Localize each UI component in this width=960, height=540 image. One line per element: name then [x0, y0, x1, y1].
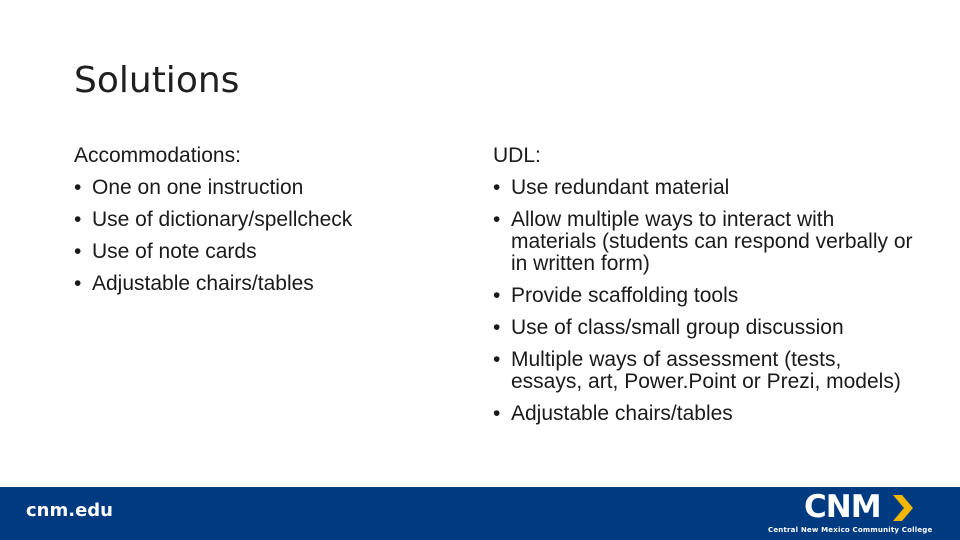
accommodations-column [74, 140, 454, 300]
list-item [74, 204, 454, 236]
bullet-icon: • [74, 240, 82, 263]
bullet-icon: • [493, 402, 501, 425]
list-item [493, 344, 913, 398]
list-item-text: Provide scaffolding tools [511, 284, 739, 307]
bullet-icon: • [74, 176, 82, 199]
cnm-logo [764, 491, 944, 537]
footer-url-link[interactable]: cnm.edu [26, 500, 113, 521]
list-item-text: Multiple ways of assessment (tests, essays, art, Power.Point or Prezi, models) [511, 348, 901, 393]
list-item-text: Use redundant material [511, 176, 730, 199]
list-item-text: Adjustable chairs/tables [92, 272, 314, 295]
list-item-text: One on one instruction [92, 176, 304, 199]
udl-list [493, 172, 913, 430]
bullet-icon: • [493, 348, 501, 371]
list-item-text: Use of class/small group discussion [511, 316, 844, 339]
list-item [74, 268, 454, 300]
logo-tagline: Central New Mexico Community College [768, 526, 933, 534]
list-item-text: Adjustable chairs/tables [511, 402, 733, 425]
list-item-text: Use of dictionary/spellcheck [92, 208, 353, 231]
accommodations-heading: Accommodations: [74, 144, 241, 167]
list-item [493, 204, 913, 280]
list-item [74, 236, 454, 268]
slide-title: Solutions [74, 60, 240, 101]
list-item [493, 312, 913, 344]
logo-chevron-icon [891, 494, 915, 522]
list-item [74, 172, 454, 204]
footer-bar [0, 487, 960, 540]
list-item [493, 172, 913, 204]
udl-heading: UDL: [493, 144, 541, 167]
udl-column [493, 140, 913, 430]
list-item [493, 280, 913, 312]
bullet-icon: • [493, 208, 501, 231]
list-item-text: Allow multiple ways to interact with materials (students can respond verbally or in written form) [511, 208, 913, 275]
bullet-icon: • [493, 316, 501, 339]
bullet-icon: • [493, 284, 501, 307]
bullet-icon: • [74, 272, 82, 295]
bullet-icon: • [493, 176, 501, 199]
accommodations-list [74, 172, 454, 300]
list-item [493, 398, 913, 430]
logo-wordmark: CNM [804, 489, 881, 525]
bullet-icon: • [74, 208, 82, 231]
list-item-text: Use of note cards [92, 240, 257, 263]
